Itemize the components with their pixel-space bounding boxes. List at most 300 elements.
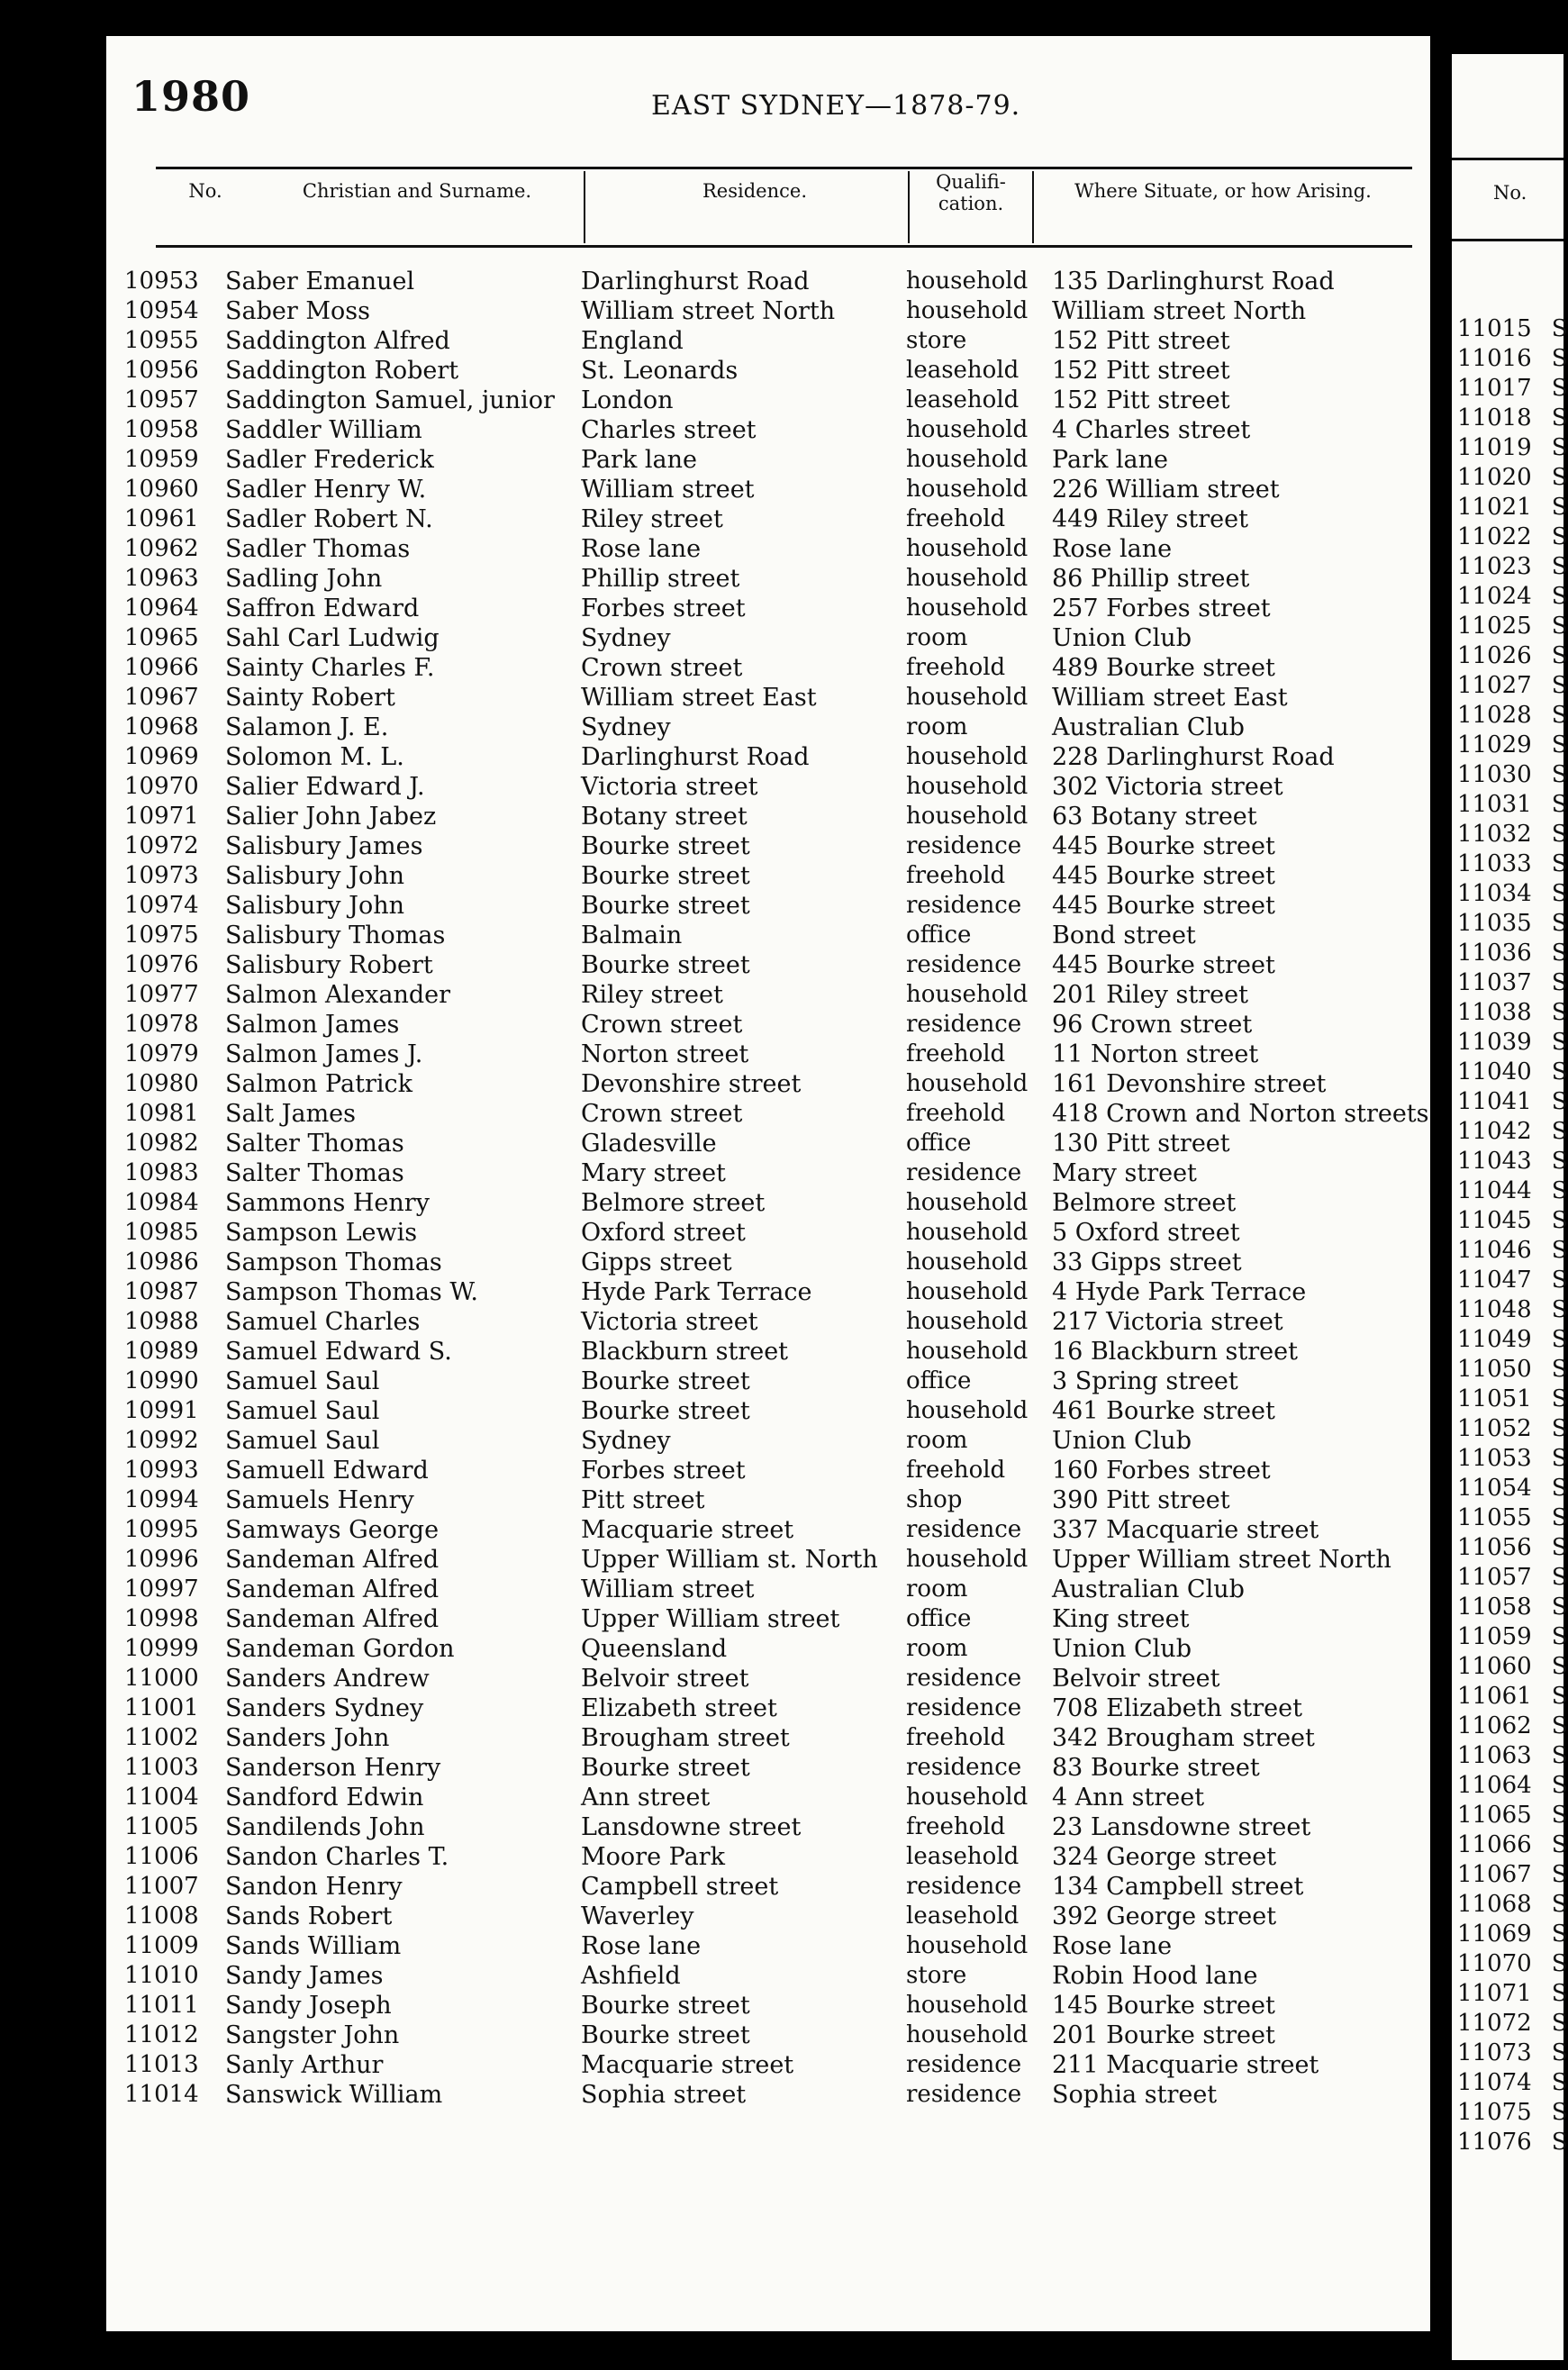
next-page-row (1457, 701, 1568, 731)
next-page-row (1457, 493, 1568, 522)
entry-name: Sandon Henry (225, 1873, 403, 1901)
entry-qualification: office (906, 1367, 972, 1394)
entry-qualification: freehold (906, 654, 1006, 681)
entry-where: 23 Lansdowne street (1052, 1813, 1311, 1841)
entry-number: 10954 (124, 297, 199, 324)
next-page-row (1457, 1385, 1568, 1414)
entry-row (124, 267, 1430, 296)
next-page-initial: S (1551, 940, 1568, 967)
entry-name: Sainty Charles F. (225, 654, 435, 682)
entry-number: 11004 (124, 1784, 199, 1811)
next-page-row (1457, 344, 1568, 374)
next-page-initial: S (1551, 1742, 1568, 1769)
entry-residence: Bourke street (581, 832, 750, 860)
next-page-initial: S (1551, 2039, 1568, 2066)
entry-qualification: freehold (906, 505, 1006, 532)
entry-name: Samuels Henry (225, 1486, 414, 1514)
next-page-initial: S (1551, 672, 1568, 699)
entry-name: Sandeman Alfred (225, 1575, 440, 1603)
next-page-row (1457, 641, 1568, 671)
next-page-number: 11019 (1457, 434, 1532, 461)
entry-qualification: store (906, 1962, 967, 1989)
next-page-initial: S (1551, 315, 1568, 342)
entry-row (124, 623, 1430, 653)
entry-where: 390 Pitt street (1052, 1486, 1230, 1514)
entry-where: 130 Pitt street (1052, 1130, 1230, 1158)
next-page-initial: S (1551, 969, 1568, 996)
entry-where: 257 Forbes street (1052, 595, 1271, 622)
entry-name: Saddington Alfred (225, 327, 450, 355)
next-page-number: 11034 (1457, 880, 1532, 907)
entry-where: 342 Brougham street (1052, 1724, 1315, 1752)
entry-row (124, 2050, 1430, 2080)
next-page-entries (1457, 314, 1568, 2157)
entry-row (124, 1575, 1430, 1604)
next-page-number: 11067 (1457, 1861, 1532, 1888)
entry-where: 445 Bourke street (1052, 862, 1275, 890)
next-page-number: 11033 (1457, 850, 1532, 877)
entry-row (124, 683, 1430, 713)
next-page-initial: S (1551, 1950, 1568, 1977)
entry-where: 4 Hyde Park Terrace (1052, 1278, 1307, 1306)
entry-where: 489 Bourke street (1052, 654, 1275, 682)
entry-where: 445 Bourke street (1052, 832, 1275, 860)
entry-name: Salier John Jabez (225, 803, 437, 831)
entry-qualification: room (906, 713, 968, 740)
next-page-number: 11018 (1457, 404, 1532, 431)
next-page-initial: S (1551, 1623, 1568, 1650)
next-page-initial: S (1551, 702, 1568, 729)
entry-where: Belvoir street (1052, 1665, 1220, 1693)
entry-number: 10977 (124, 981, 199, 1008)
next-page-edge (1452, 54, 1568, 2360)
next-page-number: 11045 (1457, 1207, 1532, 1234)
entry-residence: Belmore street (581, 1189, 766, 1217)
entry-qualification: household (906, 803, 1029, 830)
next-page-number: 11061 (1457, 1683, 1532, 1710)
entry-where: 708 Elizabeth street (1052, 1694, 1302, 1722)
next-page-row (1457, 1830, 1568, 1860)
entry-name: Sanswick William (225, 2081, 443, 2109)
entry-residence: Park lane (581, 446, 698, 474)
next-page-row (1457, 1176, 1568, 1206)
entry-number: 10978 (124, 1011, 199, 1038)
next-page-row (1457, 1741, 1568, 1771)
next-page-initial: S (1551, 2069, 1568, 2096)
entry-name: Sadler Thomas (225, 535, 411, 563)
entry-residence: Crown street (581, 1011, 743, 1039)
entry-qualification: household (906, 1219, 1029, 1246)
entry-number: 10967 (124, 684, 199, 711)
next-page-row (1457, 1503, 1568, 1533)
entry-number: 11003 (124, 1754, 199, 1781)
entry-number: 11008 (124, 1902, 199, 1930)
entry-qualification: household (906, 743, 1029, 770)
entry-name: Sainty Robert (225, 684, 395, 712)
next-page-row (1457, 1266, 1568, 1295)
entry-number: 10964 (124, 595, 199, 622)
entry-qualification: household (906, 595, 1029, 622)
next-page-number: 11071 (1457, 1980, 1532, 2007)
entry-number: 10965 (124, 624, 199, 651)
entry-where: 445 Bourke street (1052, 892, 1275, 920)
entry-row (124, 891, 1430, 921)
next-page-initial: S (1551, 404, 1568, 431)
entry-name: Sadler Frederick (225, 446, 434, 474)
next-page-top-rule (1452, 158, 1563, 160)
entry-qualification: household (906, 1338, 1029, 1365)
entry-where: 135 Darlinghurst Road (1052, 268, 1335, 295)
entry-residence: Gladesville (581, 1130, 717, 1158)
next-page-number: 11072 (1457, 2010, 1532, 2037)
entry-row (124, 772, 1430, 802)
next-page-initial: S (1551, 1653, 1568, 1680)
entry-where: William street East (1052, 684, 1288, 712)
next-page-number: 11041 (1457, 1088, 1532, 1115)
next-page-initial: S (1551, 1058, 1568, 1085)
next-page-number: 11066 (1457, 1831, 1532, 1858)
entry-residence: Sydney (581, 713, 671, 741)
entry-qualification: household (906, 1397, 1029, 1424)
entry-residence: Devonshire street (581, 1070, 802, 1098)
entry-where: 16 Blackburn street (1052, 1338, 1298, 1366)
entry-residence: Gipps street (581, 1249, 732, 1276)
entry-where: 4 Charles street (1052, 416, 1251, 444)
header-where: Where Situate, or how Arising. (1074, 180, 1372, 202)
next-page-initial: S (1551, 1118, 1568, 1145)
entry-row (124, 1277, 1430, 1307)
entry-name: Salisbury James (225, 832, 423, 860)
entry-name: Sanly Arthur (225, 2051, 384, 2079)
next-page-row (1457, 1890, 1568, 1920)
entry-where: 86 Phillip street (1052, 565, 1250, 593)
entry-residence: Rose lane (581, 1932, 702, 1960)
next-page-number: 11028 (1457, 702, 1532, 729)
entry-row (124, 1634, 1430, 1664)
next-page-initial: S (1551, 1296, 1568, 1323)
next-page-number: 11051 (1457, 1385, 1532, 1412)
next-page-initial: S (1551, 1326, 1568, 1353)
entry-where: 217 Victoria street (1052, 1308, 1283, 1336)
next-page-row (1457, 939, 1568, 968)
next-page-initial: S (1551, 1088, 1568, 1115)
next-page-number: 11062 (1457, 1712, 1532, 1739)
entry-qualification: household (906, 981, 1029, 1008)
next-page-initial: S (1551, 1237, 1568, 1264)
entry-where: 324 George street (1052, 1843, 1277, 1871)
entry-number: 10960 (124, 476, 199, 503)
next-page-row (1457, 1593, 1568, 1622)
entry-number: 10976 (124, 951, 199, 978)
entry-number: 11013 (124, 2051, 199, 2078)
entry-number: 10988 (124, 1308, 199, 1335)
next-page-row (1457, 731, 1568, 760)
next-page-row (1457, 820, 1568, 849)
entry-row (124, 1218, 1430, 1248)
entry-row (124, 564, 1430, 594)
entry-name: Salt James (225, 1100, 357, 1128)
entry-number: 10993 (124, 1457, 199, 1484)
next-page-row (1457, 2068, 1568, 2098)
next-page-row (1457, 612, 1568, 641)
entry-row (124, 1604, 1430, 1634)
entry-number: 10986 (124, 1249, 199, 1276)
entry-residence: Sydney (581, 624, 671, 652)
entry-residence: Queensland (581, 1635, 728, 1663)
next-page-bottom-rule (1452, 239, 1563, 241)
next-page-initial: S (1551, 1891, 1568, 1918)
entry-number: 11012 (124, 2021, 199, 2048)
next-page-number: 11050 (1457, 1356, 1532, 1383)
entry-qualification: residence (906, 1754, 1022, 1781)
entry-qualification: freehold (906, 1813, 1006, 1840)
next-page-number: 11021 (1457, 494, 1532, 521)
next-page-initial: S (1551, 1683, 1568, 1710)
entry-where: 152 Pitt street (1052, 386, 1230, 414)
entry-row (124, 802, 1430, 831)
next-page-row (1457, 1414, 1568, 1444)
entry-row (124, 831, 1430, 861)
entry-number: 10982 (124, 1130, 199, 1157)
next-page-number: 11022 (1457, 523, 1532, 550)
next-page-initial: S (1551, 434, 1568, 461)
entry-number: 10981 (124, 1100, 199, 1127)
next-page-initial: S (1551, 1712, 1568, 1739)
entry-row (124, 475, 1430, 504)
entry-where: 201 Riley street (1052, 981, 1248, 1009)
entry-where: 445 Bourke street (1052, 951, 1275, 979)
next-page-number: 11039 (1457, 1029, 1532, 1056)
entry-qualification: residence (906, 2051, 1022, 2078)
entry-name: Samuel Saul (225, 1397, 380, 1425)
next-page-row (1457, 1563, 1568, 1593)
next-page-initial: S (1551, 583, 1568, 610)
entry-number: 10980 (124, 1070, 199, 1097)
entry-row (124, 415, 1430, 445)
entry-qualification: household (906, 1932, 1029, 1959)
entries-list (124, 267, 1430, 2110)
entry-number: 10994 (124, 1486, 199, 1513)
next-page-row (1457, 1325, 1568, 1355)
entry-qualification: household (906, 1308, 1029, 1335)
next-page-row (1457, 1474, 1568, 1503)
entry-where: Union Club (1052, 624, 1192, 652)
next-page-row (1457, 1533, 1568, 1563)
next-page-initial: S (1551, 821, 1568, 848)
entry-name: Sadling John (225, 565, 383, 593)
entry-residence: Bourke street (581, 951, 750, 979)
entry-row (124, 1099, 1430, 1129)
next-page-initial: S (1551, 1475, 1568, 1502)
entry-row (124, 1694, 1430, 1723)
entry-qualification: household (906, 565, 1029, 592)
entry-where: 160 Forbes street (1052, 1457, 1271, 1485)
entry-name: Sanders John (225, 1724, 390, 1752)
next-page-row (1457, 909, 1568, 939)
entry-number: 10969 (124, 743, 199, 770)
next-page-number: 11036 (1457, 940, 1532, 967)
next-page-row (1457, 998, 1568, 1028)
next-page-row (1457, 404, 1568, 433)
entry-name: Sandeman Gordon (225, 1635, 455, 1663)
next-page-number: 11044 (1457, 1177, 1532, 1204)
next-page-number: 11029 (1457, 731, 1532, 758)
entry-qualification: store (906, 327, 967, 354)
entry-name: Solomon M. L. (225, 743, 404, 771)
next-page-initial: S (1551, 642, 1568, 669)
entry-residence: St. Leonards (581, 357, 739, 385)
next-page-number: 11032 (1457, 821, 1532, 848)
header-no: No. (188, 180, 222, 202)
entry-row (124, 1485, 1430, 1515)
next-page-row (1457, 2039, 1568, 2068)
entry-where: 211 Macquarie street (1052, 2051, 1319, 2079)
entry-number: 10968 (124, 713, 199, 740)
next-page-header-no: No. (1493, 182, 1527, 204)
entry-residence: Mary street (581, 1159, 726, 1187)
entry-name: Saffron Edward (225, 595, 420, 622)
entry-row (124, 386, 1430, 415)
entry-residence: Darlinghurst Road (581, 743, 810, 771)
next-page-row (1457, 1771, 1568, 1801)
entry-number: 10979 (124, 1040, 199, 1067)
next-page-row (1457, 1355, 1568, 1385)
next-page-row (1457, 760, 1568, 790)
entry-residence: Moore Park (581, 1843, 725, 1871)
page-title: EAST SYDNEY—1878-79. (651, 90, 1021, 122)
next-page-initial: S (1551, 1267, 1568, 1294)
next-page-number: 11025 (1457, 613, 1532, 640)
entry-qualification: leasehold (906, 1843, 1020, 1870)
next-page-row (1457, 314, 1568, 344)
header-bottom-rule (156, 245, 1412, 248)
entry-row (124, 326, 1430, 356)
entry-qualification: residence (906, 1159, 1022, 1186)
next-page-number: 11016 (1457, 345, 1532, 372)
entry-name: Salisbury John (225, 892, 404, 920)
entry-qualification: leasehold (906, 1902, 1020, 1930)
entry-residence: Bourke street (581, 2021, 750, 2049)
entry-qualification: office (906, 1605, 972, 1632)
entry-name: Samuell Edward (225, 1457, 429, 1485)
next-page-number: 11049 (1457, 1326, 1532, 1353)
entry-name: Sandon Charles T. (225, 1843, 449, 1871)
entry-name: Saddington Robert (225, 357, 459, 385)
entry-residence: Bourke street (581, 1397, 750, 1425)
entry-name: Salier Edward J. (225, 773, 425, 801)
next-page-number: 11015 (1457, 315, 1532, 342)
entry-where: 152 Pitt street (1052, 327, 1230, 355)
entry-residence: Rose lane (581, 535, 702, 563)
entry-number: 10991 (124, 1397, 199, 1424)
entry-number: 10983 (124, 1159, 199, 1186)
entry-where: 33 Gipps street (1052, 1249, 1242, 1276)
next-page-row (1457, 1058, 1568, 1087)
entry-number: 10992 (124, 1427, 199, 1454)
entry-residence: Botany street (581, 803, 748, 831)
entry-qualification: leasehold (906, 386, 1020, 413)
entry-name: Sadler Robert N. (225, 505, 433, 533)
entry-residence: Bourke street (581, 892, 750, 920)
next-page-row (1457, 2009, 1568, 2039)
entry-where: Rose lane (1052, 535, 1173, 563)
entry-where: 152 Pitt street (1052, 357, 1230, 385)
entry-qualification: household (906, 268, 1029, 295)
next-page-initial: S (1551, 1504, 1568, 1531)
entry-qualification: household (906, 1784, 1029, 1811)
next-page-row (1457, 1117, 1568, 1147)
entry-name: Sandy Joseph (225, 1992, 392, 2020)
entry-qualification: household (906, 1992, 1029, 2019)
next-page-row (1457, 1206, 1568, 1236)
entry-where: Robin Hood lane (1052, 1962, 1258, 1990)
entry-qualification: household (906, 684, 1029, 711)
entry-qualification: household (906, 1249, 1029, 1276)
entry-row (124, 1307, 1430, 1337)
entry-name: Samuel Saul (225, 1367, 380, 1395)
entry-qualification: freehold (906, 862, 1006, 889)
entry-number: 10971 (124, 803, 199, 830)
entry-qualification: leasehold (906, 357, 1020, 384)
entry-number: 10972 (124, 832, 199, 859)
next-page-initial: S (1551, 2099, 1568, 2126)
next-page-initial: S (1551, 1148, 1568, 1175)
entry-row (124, 861, 1430, 891)
entry-qualification: household (906, 416, 1029, 443)
entry-qualification: room (906, 1635, 968, 1662)
entry-number: 10999 (124, 1635, 199, 1662)
entry-name: Sandilends John (225, 1813, 425, 1841)
entry-name: Salamon J. E. (225, 713, 389, 741)
next-page-initial: S (1551, 1921, 1568, 1948)
entry-row (124, 1158, 1430, 1188)
entry-where: 418 Crown and Norton streets (1052, 1100, 1429, 1128)
next-page-row (1457, 1028, 1568, 1058)
next-page-row (1457, 2128, 1568, 2157)
next-page-number: 11068 (1457, 1891, 1532, 1918)
entry-name: Sampson Lewis (225, 1219, 418, 1247)
next-page-initial: S (1551, 1029, 1568, 1056)
next-page-initial: S (1551, 2129, 1568, 2156)
next-page-row (1457, 552, 1568, 582)
entry-qualification: household (906, 446, 1029, 473)
entry-row (124, 1902, 1430, 1931)
entry-residence: Forbes street (581, 1457, 746, 1485)
entry-number: 11002 (124, 1724, 199, 1751)
entry-row (124, 1872, 1430, 1902)
next-page-initial: S (1551, 1445, 1568, 1472)
entry-name: Sands Robert (225, 1902, 393, 1930)
entry-qualification: household (906, 773, 1029, 800)
next-page-row (1457, 582, 1568, 612)
entry-residence: Riley street (581, 981, 723, 1009)
entry-name: Salisbury Robert (225, 951, 433, 979)
entry-residence: Darlinghurst Road (581, 268, 810, 295)
next-page-initial: S (1551, 1356, 1568, 1383)
entry-number: 11014 (124, 2081, 199, 2108)
entry-row (124, 1129, 1430, 1158)
header-name: Christian and Surname. (302, 180, 532, 202)
header-residence: Residence. (702, 180, 807, 202)
entry-number: 10956 (124, 357, 199, 384)
next-page-number: 11026 (1457, 642, 1532, 669)
next-page-number: 11052 (1457, 1415, 1532, 1442)
entry-name: Sammons Henry (225, 1189, 430, 1217)
entry-row (124, 1010, 1430, 1040)
entry-name: Sangster John (225, 2021, 400, 2049)
next-page-initial: S (1551, 375, 1568, 402)
entry-row (124, 2020, 1430, 2050)
